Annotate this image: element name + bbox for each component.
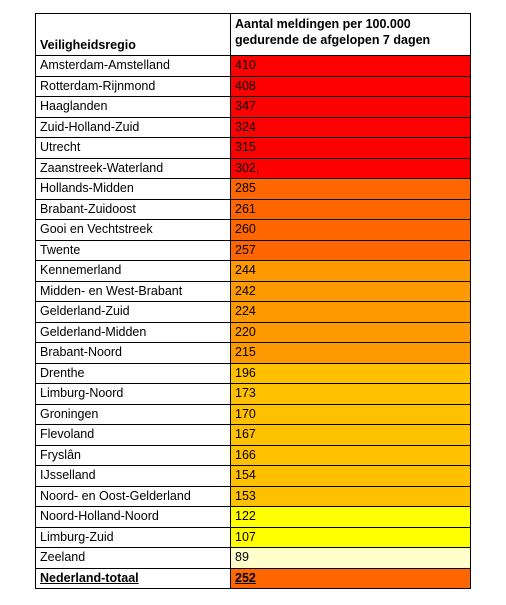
region-value: 244 [231, 261, 471, 282]
region-name: Gooi en Vechtstreek [36, 220, 231, 241]
table-row [36, 199, 471, 220]
region-name: Zeeland [36, 548, 231, 569]
total-value: 252 [235, 570, 256, 585]
region-value: 410 [231, 56, 471, 77]
region-name: Brabant-Noord [36, 343, 231, 364]
region-name: Gelderland-Zuid [36, 302, 231, 323]
region-value: 107 [231, 527, 471, 548]
region-name: Haaglanden [36, 97, 231, 118]
table-row [36, 507, 471, 528]
table-row [36, 445, 471, 466]
total-row [36, 568, 471, 589]
region-value: 261 [231, 199, 471, 220]
table-row [36, 158, 471, 179]
total-value-cell [231, 568, 471, 589]
region-name: Brabant-Zuidoost [36, 199, 231, 220]
region-value: 315 [231, 138, 471, 159]
region-name: Limburg-Zuid [36, 527, 231, 548]
table-row [36, 302, 471, 323]
region-name: Hollands-Midden [36, 179, 231, 200]
region-value: 196 [231, 363, 471, 384]
table-row [36, 281, 471, 302]
region-name: Fryslân [36, 445, 231, 466]
table-row [36, 486, 471, 507]
region-name: Gelderland-Midden [36, 322, 231, 343]
region-value: 324 [231, 117, 471, 138]
region-value: 173 [231, 384, 471, 405]
table-row [36, 343, 471, 364]
region-value: 224 [231, 302, 471, 323]
regions-table [35, 13, 471, 589]
table-row [36, 466, 471, 487]
region-name: Limburg-Noord [36, 384, 231, 405]
table-row [36, 138, 471, 159]
table-row [36, 117, 471, 138]
table-row [36, 240, 471, 261]
region-name: Flevoland [36, 425, 231, 446]
regions-table-body [36, 14, 471, 589]
region-value: 166 [231, 445, 471, 466]
region-name: Midden- en West-Brabant [36, 281, 231, 302]
region-name: Utrecht [36, 138, 231, 159]
table-row [36, 527, 471, 548]
region-value: 257 [231, 240, 471, 261]
region-value: 260 [231, 220, 471, 241]
region-value: 215 [231, 343, 471, 364]
region-value: 242 [231, 281, 471, 302]
region-value: 347 [231, 97, 471, 118]
header-region: Veiligheidsregio [36, 14, 231, 56]
region-value: 408 [231, 76, 471, 97]
table-row [36, 322, 471, 343]
region-name: Twente [36, 240, 231, 261]
region-value: 154 [231, 466, 471, 487]
region-value: 220 [231, 322, 471, 343]
region-value: 170 [231, 404, 471, 425]
table-row [36, 363, 471, 384]
header-row [36, 14, 471, 56]
table-row [36, 179, 471, 200]
table-row [36, 404, 471, 425]
region-name: Rotterdam-Rijnmond [36, 76, 231, 97]
region-name: Groningen [36, 404, 231, 425]
region-name: Amsterdam-Amstelland [36, 56, 231, 77]
region-value: 153 [231, 486, 471, 507]
table-row [36, 425, 471, 446]
total-label: Nederland-totaal [40, 570, 139, 585]
region-name: Zaanstreek-Waterland [36, 158, 231, 179]
region-value: 167 [231, 425, 471, 446]
table-row [36, 97, 471, 118]
region-name: Noord- en Oost-Gelderland [36, 486, 231, 507]
table-row [36, 56, 471, 77]
region-value: 122 [231, 507, 471, 528]
region-name: Noord-Holland-Noord [36, 507, 231, 528]
region-name: Drenthe [36, 363, 231, 384]
region-name: Kennemerland [36, 261, 231, 282]
region-name: Zuid-Holland-Zuid [36, 117, 231, 138]
table-row [36, 220, 471, 241]
region-name: IJsselland [36, 466, 231, 487]
total-label-cell [36, 568, 231, 589]
table-row [36, 548, 471, 569]
region-value: 302, [231, 158, 471, 179]
table-row [36, 76, 471, 97]
region-value: 285 [231, 179, 471, 200]
header-value: Aantal meldingen per 100.000 gedurende de afgelopen 7 dagen [231, 14, 471, 56]
table-row [36, 261, 471, 282]
region-value: 89 [231, 548, 471, 569]
table-row [36, 384, 471, 405]
